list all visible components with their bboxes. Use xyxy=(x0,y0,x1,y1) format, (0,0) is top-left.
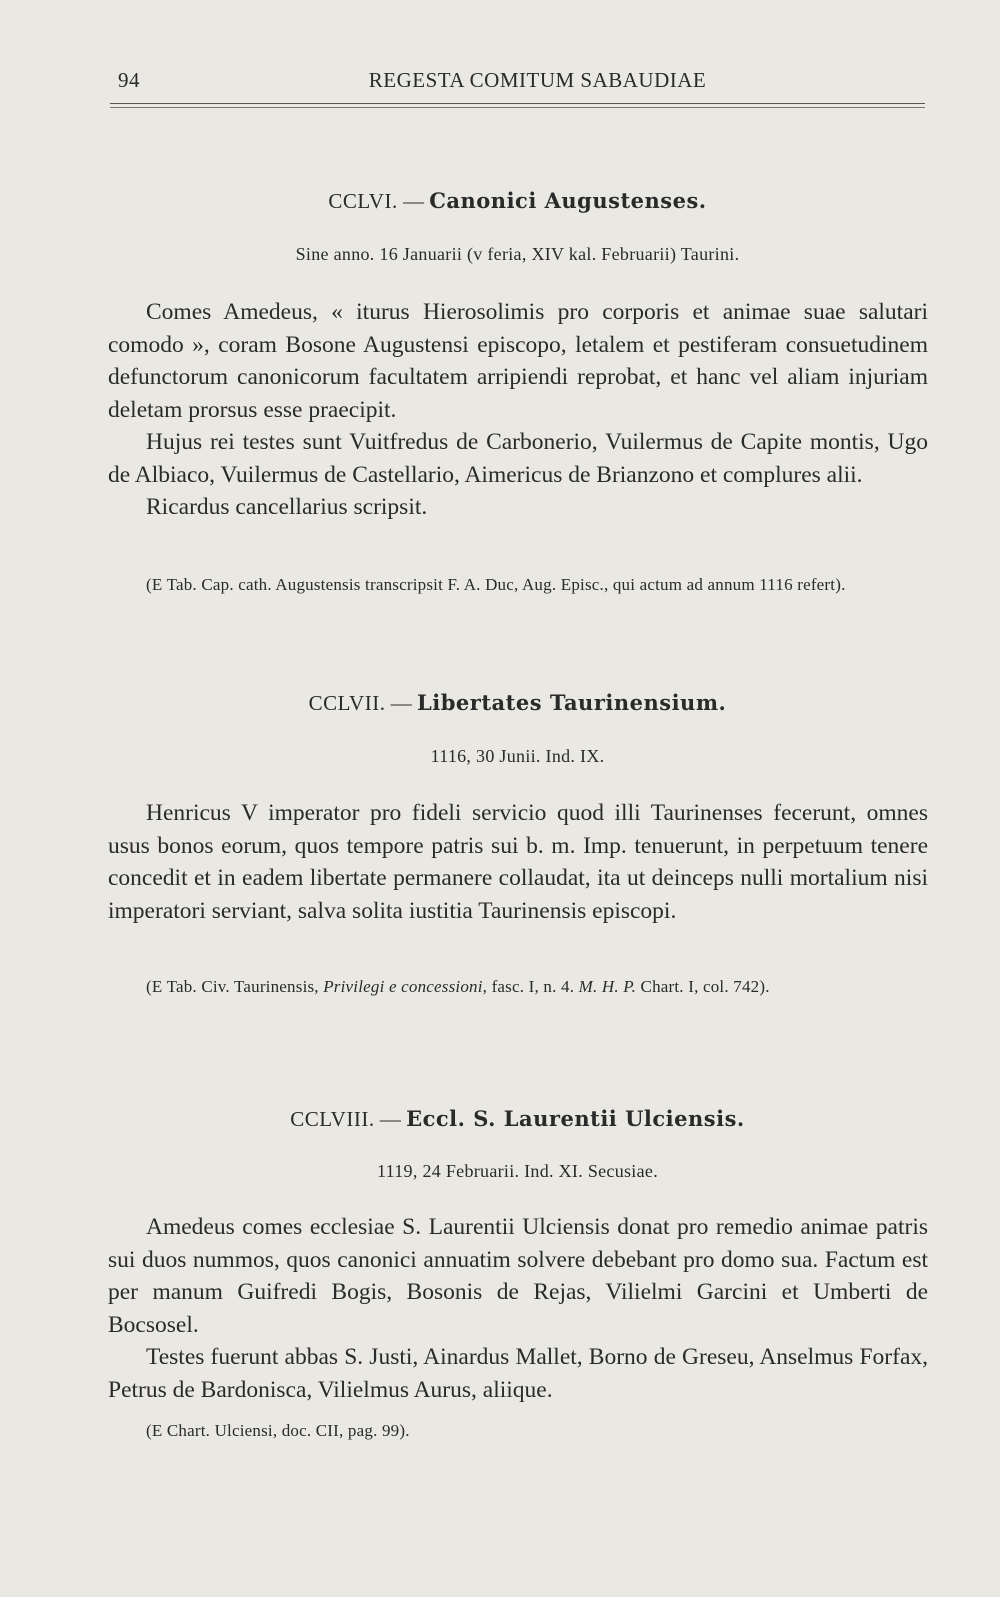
entry-heading: Libertates Taurinensium. xyxy=(416,690,727,715)
body-paragraph: Amedeus comes ecclesiae S. Laurentii Ulciensis donat pro remedio animae patris sui duos nummos, quos canonici annuatim solvere debebant pro domo sua. Factum est per manum Guifredi Bogis, Bosonis de Rejas, Vilielmi Garcini et Umberti de Bocsosel. xyxy=(108,1214,928,1338)
entry-title xyxy=(110,690,925,716)
entry-date: 1119, 24 Februarii. Ind. XI. Secusiae. xyxy=(376,1161,658,1181)
entry-heading: Canonici Augustenses. xyxy=(429,188,707,213)
page-header xyxy=(110,68,925,98)
body-paragraph: Comes Amedeus, « iturus Hierosolimis pro corporis et animae suae salutari comodo », coram Bosone Augustensi episcopo, letalem et pestiferam consuetudinem defunctorum canonicorum facultatem arripiendi reprobat, et hanc vel aliam injuriam deletam prorsus esse praecipit. xyxy=(108,299,928,423)
entry-numeral: CCLVIII. xyxy=(290,1107,375,1131)
entry-body xyxy=(108,797,928,927)
note-italic-abbrev: M. H. P. xyxy=(578,977,637,996)
header-rule-bottom xyxy=(110,107,925,108)
note-italic-title: Privilegi e concessioni xyxy=(323,977,483,996)
entry-dash: — xyxy=(402,189,424,213)
note-suffix: Chart. I, col. 742). xyxy=(636,977,770,996)
entry-dash: — xyxy=(390,691,412,715)
entry-date: 1116, 30 Junii. Ind. IX. xyxy=(430,746,605,766)
entry-numeral: CCLVI. xyxy=(328,189,398,213)
entry-title xyxy=(110,188,925,214)
entry-date: Sine anno. 16 Januarii (v feria, XIV kal. Februarii) Taurini. xyxy=(295,244,740,264)
entry-numeral: CCLVII. xyxy=(308,691,386,715)
note-middle: , fasc. I, n. 4. xyxy=(482,977,579,996)
source-note xyxy=(108,572,928,597)
entry-heading: Eccl. S. Laurentii Ulciensis. xyxy=(406,1106,745,1131)
entry-body xyxy=(108,1211,928,1406)
body-paragraph: Ricardus cancellarius scripsit. xyxy=(146,494,428,520)
entry-dash: — xyxy=(379,1107,401,1131)
note-prefix: (E Tab. Civ. Taurinensis, xyxy=(146,977,324,996)
body-paragraph: Henricus V imperator pro fideli servicio quod illi Taurinenses fecerunt, omnes usus bonos eorum, quos tempore patris sui b. m. Imp. tenuerunt, in perpetuum tenere concedit et in eadem libertate permanere collaudat, ita ut deinceps nulli mortalium nisi imperatori serviant, salva solita iustitia Taurinensis episcopi. xyxy=(108,800,928,924)
running-title: REGESTA COMITUM SABAUDIAE xyxy=(368,68,707,92)
body-paragraph: Hujus rei testes sunt Vuitfredus de Carbonerio, Vuilermus de Capite montis, Ugo de Albiaco, Vuilermus de Castellario, Aimericus de Brianzono et complures alii. xyxy=(108,429,928,488)
header-rule-top xyxy=(110,103,925,104)
source-note xyxy=(108,974,928,999)
entry-title xyxy=(110,1106,925,1132)
page-number: 94 xyxy=(118,68,140,92)
source-note-text: (E Chart. Ulciensi, doc. CII, pag. 99). xyxy=(146,1421,410,1440)
body-paragraph: Testes fuerunt abbas S. Justi, Ainardus Mallet, Borno de Greseu, Anselmus Forfax, Petrus de Bardonisca, Vilielmus Aurus, aliique. xyxy=(108,1344,928,1403)
entry-body xyxy=(108,296,928,524)
source-note xyxy=(108,1418,928,1443)
source-note-text xyxy=(108,974,928,999)
source-note-text: (E Tab. Cap. cath. Augustensis transcripsit F. A. Duc, Aug. Episc., qui actum ad annum 1116 refert). xyxy=(146,575,846,594)
